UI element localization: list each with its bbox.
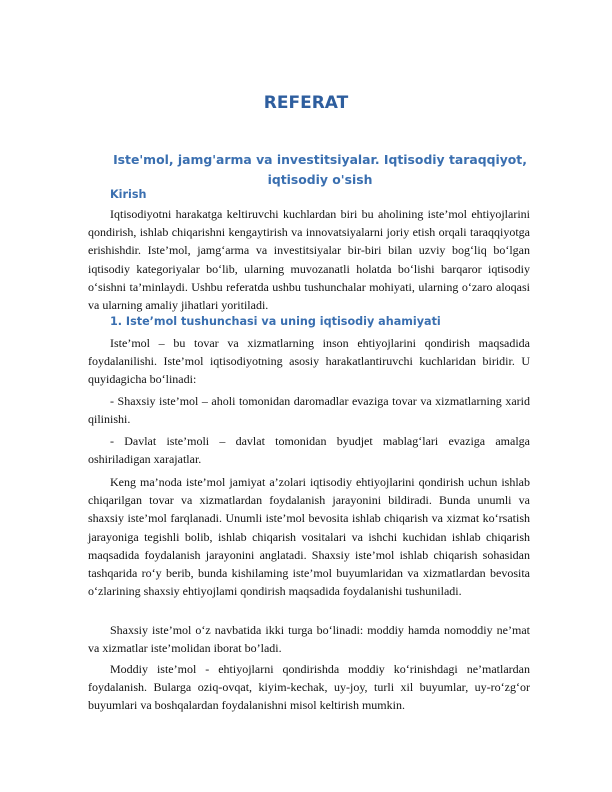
list-item: - Davlat iste’moli – davlat tomonidan byudjet mablag‘lari evaziga amalga oshiriladigan xarajatlar. <box>88 434 530 467</box>
paragraph: Iqtisodiyotni harakatga keltiruvchi kuchlardan biri bu aholining iste’mol ehtiyojlarini qondirish, ishlab chiqarishni kengaytirish va innovatsiyalarni joriy etish orqali taraqqiyotga erishishdir. Iste’mol, jamg‘arma va investitsiyalar bir-biri bilan uzviy bog‘liq bo‘lgan iqtisodiy kategoriyalar bo‘lib, ularning muvozanatli holatda bo‘lishi barqaror iqtisodiy o‘sishni ta’minlaydi. Ushbu referatda ushbu tushunchalar mohiyati, ularning o‘zaro aloqasi va ularning amaliy jihatlari yoritiladi. <box>88 207 530 313</box>
document-subtitle: Iste'mol, jamg'arma va investitsiyalar. Iqtisodiy taraqqiyot, iqtisodiy o'sish <box>113 152 527 187</box>
paragraph: Shaxsiy iste’mol o‘z navbatida ikki turga bo‘linadi: moddiy hamda nomoddiy ne’mat va xizmatlar iste’molidan iborat bo’ladi. <box>88 623 530 656</box>
document-title: REFERAT <box>263 93 349 113</box>
list-item: - Shaxsiy iste’mol – aholi tomonidan daromadlar evaziga tovar va xizmatlarning xarid qilinishi. <box>88 394 530 427</box>
section-heading-kirish: Kirish <box>110 188 147 201</box>
paragraph: Iste’mol – bu tovar va xizmatlarning inson ehtiyojlarini qondirish maqsadida foydalanilishi. Iste’mol iqtisodiyotning asosiy harakatlantiruvchi kuchlaridan biridir. U quyidagicha bo‘linadi: <box>88 336 530 387</box>
paragraph: Keng ma’noda iste’mol jamiyat a’zolari iqtisodiy ehtiyojlarini qondirish uchun ishlab chiqarilgan tovar va xizmatlardan foydalanish jarayonini bildiradi. Bunda unumli va shaxsiy iste’mol farqlanadi. Unumli iste’mol bevosita ishlab chiqarish va xizmat ko‘rsatish jarayoniga tegishli bolib, ishlab chiqarish vositalari va ishchi kuchidan ishlab chiqarish maqsadida foydalanish jarayonini anglatadi. Shaxsiy iste’mol ishlab chiqarish sohasidan tashqarida ro‘y berib, bunda kishilaming iste’mol buyumlaridan va xizmatlardan bevosita o‘zlarining shaxsiy ehtiyojlami qondirish maqsadida foydalanishi tushuniladi. <box>88 475 530 599</box>
paragraph: Moddiy iste’mol - ehtiyojlarni qondirishda moddiy ko‘rinishdagi ne’matlardan foydalanish. Bularga oziq-ovqat, kiyim-kechak, uy-joy, turli xil buyumlar, uy-ro‘zg‘or buyumlari va boshqalardan foydalanishni misol keltirish mumkin. <box>88 662 530 713</box>
section-heading-consumption: 1. Iste’mol tushunchasi va uning iqtisodiy ahamiyati <box>110 315 441 328</box>
